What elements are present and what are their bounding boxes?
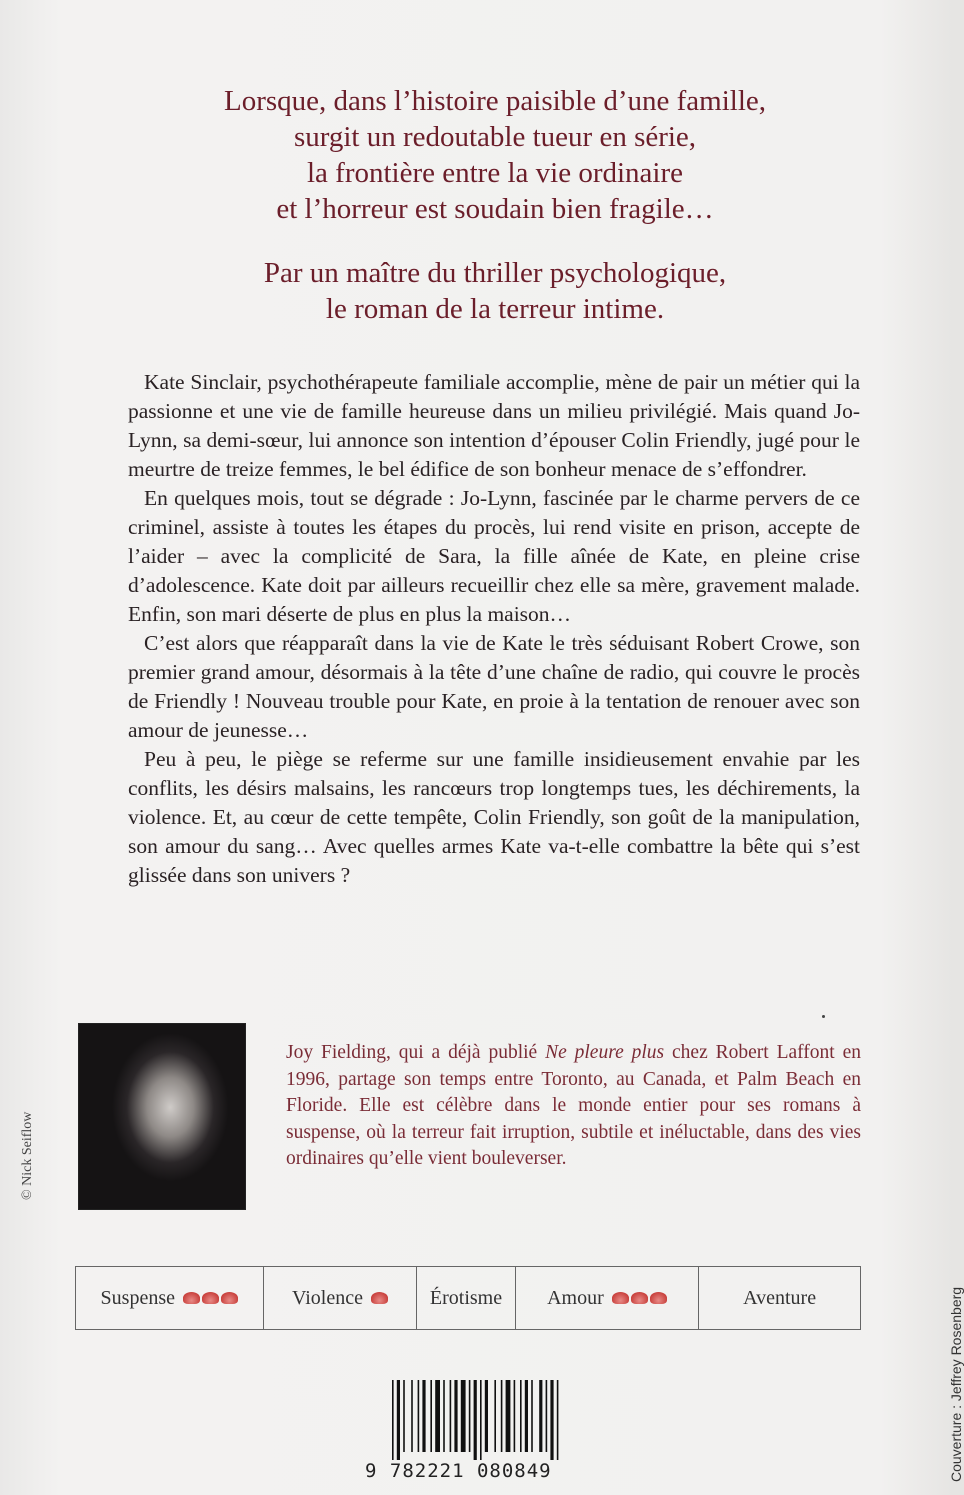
barcode-bar — [520, 1380, 522, 1452]
flame-icon — [371, 1292, 388, 1304]
summary-paragraph: Kate Sinclair, psychothérapeute familiale accomplie, mène de pair un métier qui la passionne et une vie de famille heureuse dans un milieu privilégié. Mais quand Jo-Lynn, sa demi-sœur, lui annonce son intention d’épouser Colin Friendly, jugé pour le meurtre de treize femmes, le bel édifice de son bonheur menace de s’effondrer. — [128, 370, 860, 481]
isbn-number: 9 782221 080849 — [365, 1460, 552, 1482]
barcode-bar — [435, 1380, 440, 1452]
barcode-bar — [450, 1380, 452, 1452]
barcode-bar — [514, 1380, 516, 1452]
genre-label: Suspense — [100, 1286, 175, 1309]
tagline-line: Par un maître du thriller psychologique, — [263, 257, 727, 289]
tagline-line: Lorsque, dans l’histoire paisible d’une famille, — [224, 85, 766, 117]
tagline-line: le roman de la terreur intime. — [325, 293, 665, 325]
print-speck — [822, 1015, 825, 1018]
bio-text-before: Joy Fielding, qui a déjà publié — [286, 1042, 546, 1063]
bio-book-title: Ne pleure plus — [545, 1042, 665, 1063]
barcode-bar — [494, 1380, 496, 1452]
genre-cell — [699, 1267, 860, 1329]
tagline-line: et l’horreur est soudain bien fragile… — [276, 193, 714, 225]
barcode-bar — [525, 1380, 528, 1452]
book-summary — [128, 368, 860, 890]
barcode-bars — [390, 1380, 590, 1460]
flame-icon — [650, 1292, 667, 1304]
barcode-bar — [550, 1380, 553, 1460]
flame-rating — [612, 1292, 667, 1304]
barcode-bar — [411, 1380, 413, 1452]
summary-paragraph: Peu à peu, le piège se referme sur une famille insidieusement envahie par les conflits, les désirs malsains, les rancœurs trop longtemps tues, les déchirements, la violence. Et, au cœur de cette tempête, Colin Friendly, son goût de la manipulation, son amour du sang… Avec quelles armes Kate va-t-elle combattre la bête qui s’est glissée dans son univers ? — [128, 747, 860, 887]
barcode-bar — [392, 1380, 394, 1460]
genre-label: Violence — [291, 1286, 363, 1309]
tagline-primary — [120, 83, 870, 227]
genre-label: Aventure — [743, 1286, 817, 1309]
barcode-bar — [422, 1380, 425, 1452]
flame-icon — [202, 1292, 219, 1304]
genre-cell — [417, 1267, 515, 1329]
barcode-bar — [531, 1380, 533, 1452]
genre-rating-table — [75, 1266, 861, 1330]
tagline-secondary — [120, 255, 870, 327]
barcode-bar — [418, 1380, 420, 1452]
barcode-bar — [546, 1380, 548, 1452]
genre-cell — [264, 1267, 418, 1329]
summary-paragraph: C’est alors que réapparaît dans la vie de Kate le très séduisant Robert Crowe, son premier grand amour, désormais à la tête d’une chaîne de radio, qui couvre le procès de Friendly ! Nouveau trouble pour Kate, en proie à la tentation de renouer avec son amour de jeunesse… — [128, 631, 860, 742]
barcode-bar — [469, 1380, 471, 1452]
barcode-bar — [539, 1380, 542, 1452]
flame-icon — [183, 1292, 200, 1304]
genre-label: Amour — [547, 1286, 604, 1309]
bio-text-after: chez Robert Laffont en 1996, partage son temps entre Toronto, au Canada, et Palm Beach en Floride. Elle est célèbre dans le monde entier pour ses romans à suspense, où la terreur fait irruption, subtile et inéluctable, dans des vies ordinaires qu’elle vient bouleverser. — [286, 1042, 862, 1169]
genre-cell — [516, 1267, 700, 1329]
barcode-bar — [454, 1380, 457, 1452]
summary-paragraph: En quelques mois, tout se dégrade : Jo-Lynn, fascinée par le charme pervers de ce criminel, assiste à toutes les étapes du procès, lui rend visite en prison, accepte de l’aider – avec la complicité de Sara, la fille aînée de Kate, en pleine crise d’adolescence. Kate doit par ailleurs recueillir chez elle sa mère, gravement malade. Enfin, son mari déserte de plus en plus la maison… — [128, 486, 860, 626]
flame-icon — [221, 1292, 238, 1304]
barcode-bar — [430, 1380, 432, 1452]
author-bio — [286, 1040, 861, 1173]
author-photo — [78, 1023, 246, 1210]
genre-cell — [76, 1267, 264, 1329]
flame-rating — [183, 1292, 238, 1304]
tagline-line: surgit un redoutable tueur en série, — [293, 121, 697, 153]
barcode-bar — [485, 1380, 488, 1452]
barcode-bar — [501, 1380, 503, 1452]
barcode-bar — [403, 1380, 405, 1452]
barcode-bar — [557, 1380, 559, 1460]
barcode-bar — [461, 1380, 466, 1452]
genre-label: Érotisme — [429, 1286, 503, 1309]
barcode-bar — [480, 1380, 482, 1460]
flame-icon — [612, 1292, 629, 1304]
barcode-bar — [474, 1380, 477, 1460]
cover-credit: Couverture : Jeffrey Rosenberg — [948, 1286, 964, 1482]
photo-credit: © Nick Seiflow — [20, 1111, 35, 1200]
barcode-bar — [506, 1380, 511, 1452]
tagline-line: la frontière entre la vie ordinaire — [307, 157, 683, 189]
flame-rating — [371, 1292, 388, 1304]
flame-icon — [631, 1292, 648, 1304]
barcode-bar — [443, 1380, 445, 1452]
barcode-bar — [397, 1380, 400, 1460]
